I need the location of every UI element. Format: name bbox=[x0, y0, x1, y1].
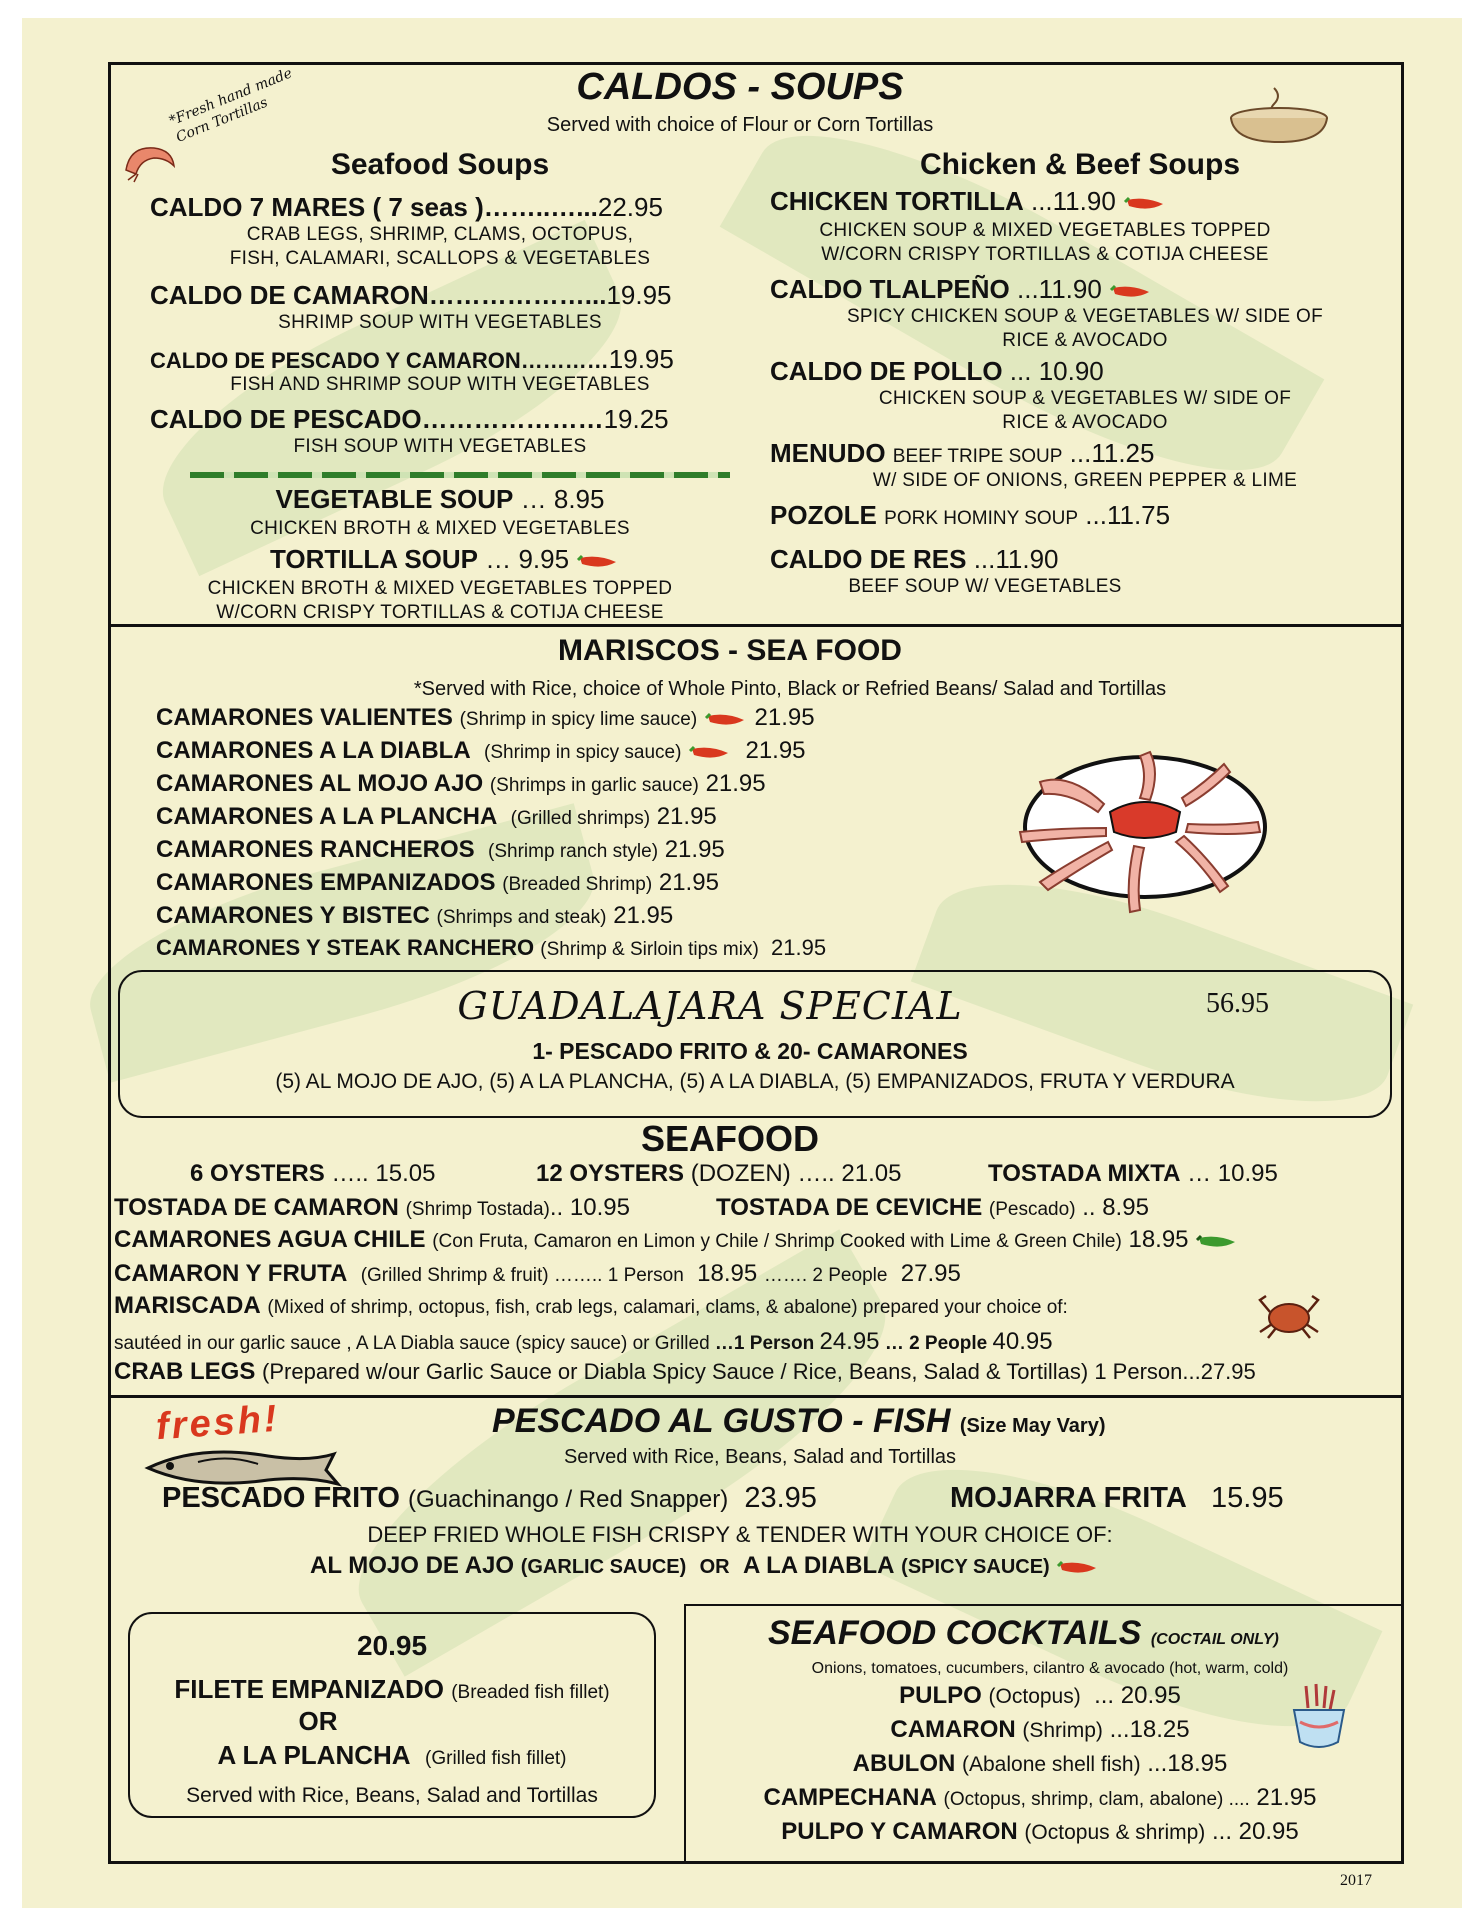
fresh-badge: fresh! bbox=[154, 1397, 281, 1449]
cocktail-item-pulpo: PULPO (Octopus) ... 20.95 bbox=[899, 1682, 1181, 1709]
item-description: SHRIMP SOUP WITH VEGETABLES bbox=[278, 312, 602, 333]
cocktails-title: SEAFOOD COCKTAILS (COCTAIL ONLY) bbox=[768, 1614, 1279, 1652]
special-line-1: 1- PESCADO FRITO & 20- CAMARONES bbox=[532, 1038, 968, 1064]
menu-item-caldo-de-pescado: CALDO DE PESCADO…………………19.25 bbox=[150, 404, 669, 434]
menu-item-6-oysters: 6 OYSTERS ….. 15.05 bbox=[190, 1160, 436, 1187]
menu-item-caldo-7-mares: CALDO 7 MARES ( 7 seas )……..…...22.95 bbox=[150, 192, 663, 222]
cocktails-subtitle: Onions, tomatoes, cucumbers, cilantro & avocado (hot, warm, cold) bbox=[811, 1660, 1289, 1677]
item-description: CHICKEN BROTH & MIXED VEGETABLES TOPPED bbox=[207, 578, 673, 599]
menu-item-vegetable-soup: VEGETABLE SOUP … 8.95 bbox=[275, 484, 605, 514]
menu-item-pescado-frito: PESCADO FRITO (Guachinango / Red Snapper) 23.95 bbox=[162, 1482, 817, 1514]
menu-item-tostada-de-camaron: TOSTADA DE CAMARON (Shrimp Tostada).. 10.95 bbox=[114, 1194, 630, 1221]
divider bbox=[108, 1395, 1404, 1398]
cocktail-glass-icon bbox=[1286, 1682, 1352, 1758]
chili-pepper-icon bbox=[1123, 194, 1167, 212]
soups-title: CALDOS - SOUPS bbox=[576, 66, 904, 108]
menu-item-mariscada: MARISCADA (Mixed of shrimp, octopus, fish, crab legs, calamari, clams, & abalone) prepared your choice of: bbox=[114, 1292, 1068, 1319]
menu-item-pozole: POZOLE PORK HOMINY SOUP ...11.75 bbox=[770, 500, 1171, 530]
chili-pepper-icon bbox=[688, 743, 732, 761]
chicken-beef-soups-heading: Chicken & Beef Soups bbox=[919, 148, 1241, 181]
mariscada-options: sautéed in our garlic sauce , A LA Diabla sauce (spicy sauce) or Grilled …1 Person 24.95 … 2 People 40.95 bbox=[114, 1328, 1053, 1355]
menu-item-camarones-a-la-plancha: CAMARONES A LA PLANCHA (Grilled shrimps) 21.95 bbox=[156, 803, 717, 830]
cocktail-list bbox=[700, 1682, 1380, 1852]
menu-item-crab-legs: CRAB LEGS (Prepared w/our Garlic Sauce or Diabla Spicy Sauce / Rice, Beans, Salad & Tortillas) 1 Person...27.95 bbox=[114, 1358, 1256, 1385]
menu-item-a-la-plancha: A LA PLANCHA (Grilled fish fillet) bbox=[217, 1740, 567, 1770]
menu-item-camarones-rancheros: CAMARONES RANCHEROS (Shrimp ranch style) 21.95 bbox=[156, 836, 725, 863]
menu-item-camarones-y-steak-ranchero: CAMARONES Y STEAK RANCHERO (Shrimp & Sirloin tips mix) 21.95 bbox=[156, 935, 827, 960]
item-description: CRAB LEGS, SHRIMP, CLAMS, OCTOPUS, bbox=[246, 224, 634, 245]
fish-title: PESCADO AL GUSTO - FISH (Size May Vary) bbox=[492, 1402, 1106, 1440]
menu-item-caldo-de-res: CALDO DE RES ...11.90 bbox=[770, 544, 1059, 574]
green-chili-icon bbox=[1195, 1232, 1239, 1250]
item-description: FISH AND SHRIMP SOUP WITH VEGETABLES bbox=[230, 374, 650, 395]
menu-item-tostada-mixta: TOSTADA MIXTA … 10.95 bbox=[988, 1160, 1278, 1187]
item-description: BEEF SOUP W/ VEGETABLES bbox=[848, 576, 1122, 597]
divider bbox=[108, 624, 1404, 627]
mariscos-list bbox=[156, 704, 826, 968]
menu-item-mojarra-frita: MOJARRA FRITA 15.95 bbox=[950, 1482, 1284, 1514]
menu-item-caldo-de-pollo: CALDO DE POLLO ... 10.90 bbox=[770, 356, 1104, 386]
menu-item-filete-empanizado: FILETE EMPANIZADO (Breaded fish fillet) bbox=[174, 1674, 610, 1704]
fish-choice-line: DEEP FRIED WHOLE FISH CRISPY & TENDER WITH YOUR CHOICE OF: bbox=[367, 1522, 1113, 1547]
item-description: FISH SOUP WITH VEGETABLES bbox=[293, 436, 587, 457]
seafood-title: SEAFOOD bbox=[640, 1118, 819, 1159]
special-line-2: (5) AL MOJO DE AJO, (5) A LA PLANCHA, (5) A LA DIABLA, (5) EMPANIZADOS, FRUTA Y VERDURA bbox=[275, 1070, 1235, 1093]
special-price: 56.95 bbox=[1206, 988, 1269, 1019]
chili-pepper-icon bbox=[1056, 1558, 1100, 1576]
menu-item-camarones-a-la-diabla: CAMARONES A LA DIABLA (Shrimp in spicy sauce) 21.95 bbox=[156, 737, 806, 764]
item-description: CHICKEN SOUP & MIXED VEGETABLES TOPPED bbox=[819, 220, 1271, 241]
menu-item-12-oysters: 12 OYSTERS (DOZEN) ….. 21.05 bbox=[536, 1160, 902, 1187]
item-description: RICE & AVOCADO bbox=[1002, 330, 1168, 351]
menu-item-tostada-de-ceviche: TOSTADA DE CEVICHE (Pescado) .. 8.95 bbox=[716, 1194, 1149, 1221]
menu-item-caldo-de-camaron: CALDO DE CAMARON………………...19.95 bbox=[150, 280, 672, 310]
menu-item-caldo-pescado-camaron: CALDO DE PESCADO Y CAMARON…………19.95 bbox=[150, 344, 674, 374]
green-divider bbox=[190, 472, 730, 478]
soup-bowl-icon bbox=[1224, 86, 1334, 146]
chili-pepper-icon bbox=[576, 552, 620, 570]
item-description: W/ SIDE OF ONIONS, GREEN PEPPER & LIME bbox=[872, 470, 1298, 491]
menu-item-camarones-empanizados: CAMARONES EMPANIZADOS (Breaded Shrimp) 21.95 bbox=[156, 869, 719, 896]
item-description: CHICKEN SOUP & VEGETABLES W/ SIDE OF bbox=[878, 388, 1292, 409]
menu-item-menudo: MENUDO BEEF TRIPE SOUP ...11.25 bbox=[770, 438, 1155, 468]
crab-icon bbox=[1254, 1286, 1324, 1342]
mariscos-title: MARISCOS - SEA FOOD bbox=[558, 634, 902, 667]
menu-item-agua-chile: CAMARONES AGUA CHILE (Con Fruta, Camaron en Limon y Chile / Shrimp Cooked with Lime & Green Chile) 18.95 bbox=[114, 1226, 1239, 1254]
menu-item-chicken-tortilla: CHICKEN TORTILLA ...11.90 bbox=[770, 186, 1167, 217]
chili-pepper-icon bbox=[704, 710, 748, 728]
item-description: SPICY CHICKEN SOUP & VEGETABLES W/ SIDE OF bbox=[846, 306, 1324, 327]
fish-subtitle: Served with Rice, Beans, Salad and Tortillas bbox=[563, 1446, 957, 1468]
fresh-tortillas-note: *Fresh hand made Corn Tortillas bbox=[167, 65, 295, 146]
year-label: 2017 bbox=[1340, 1872, 1372, 1889]
item-description: W/CORN CRISPY TORTILLAS & COTIJA CHEESE bbox=[821, 244, 1269, 265]
mariscos-subtitle: *Served with Rice, choice of Whole Pinto, Black or Refried Beans/ Salad and Tortillas bbox=[413, 678, 1167, 700]
item-description: W/CORN CRISPY TORTILLAS & COTIJA CHEESE bbox=[216, 602, 664, 623]
menu-item-camaron-y-fruta: CAMARON Y FRUTA (Grilled Shrimp & fruit) …….. 1 Person 18.95 ……. 2 People 27.95 bbox=[114, 1260, 961, 1287]
cocktail-item-pulpo-y-camaron: PULPO Y CAMARON (Octopus & shrimp) ... 20.95 bbox=[781, 1818, 1299, 1845]
item-description: CHICKEN BROTH & MIXED VEGETABLES bbox=[250, 518, 630, 539]
shrimp-icon bbox=[120, 140, 180, 184]
seafood-soups-heading: Seafood Soups bbox=[330, 148, 550, 181]
cocktail-item-camaron: CAMARON (Shrimp) ...18.25 bbox=[890, 1716, 1190, 1743]
item-description: RICE & AVOCADO bbox=[1002, 412, 1168, 433]
menu-item-camarones-al-mojo-ajo: CAMARONES AL MOJO AJO (Shrimps in garlic sauce) 21.95 bbox=[156, 770, 766, 797]
menu-item-camarones-y-bistec: CAMARONES Y BISTEC (Shrimps and steak) 21.95 bbox=[156, 902, 674, 929]
filete-served-note: Served with Rice, Beans, Salad and Tortillas bbox=[186, 1784, 598, 1807]
fish-options: AL MOJO DE AJO (GARLIC SAUCE) OR A LA DIABLA (SPICY SAUCE) bbox=[310, 1552, 1100, 1580]
filete-or: OR bbox=[298, 1706, 338, 1736]
special-title: GUADALAJARA SPECIAL bbox=[457, 984, 963, 1028]
filete-price: 20.95 bbox=[356, 1630, 428, 1661]
soups-subtitle: Served with choice of Flour or Corn Tortillas bbox=[546, 114, 934, 136]
menu-item-camarones-valientes: CAMARONES VALIENTES (Shrimp in spicy lime sauce) 21.95 bbox=[156, 704, 815, 731]
item-description: FISH, CALAMARI, SCALLOPS & VEGETABLES bbox=[229, 248, 651, 269]
shrimp-platter-illustration bbox=[1000, 732, 1290, 922]
cocktail-item-abulon: ABULON (Abalone shell fish) ...18.95 bbox=[852, 1750, 1228, 1777]
menu-item-tortilla-soup: TORTILLA SOUP … 9.95 bbox=[270, 544, 620, 575]
cocktail-item-campechana: CAMPECHANA (Octopus, shrimp, clam, abalone) .... 21.95 bbox=[763, 1784, 1317, 1811]
chili-pepper-icon bbox=[1109, 282, 1153, 300]
menu-item-caldo-tlalpeno: CALDO TLALPEÑO ...11.90 bbox=[770, 274, 1153, 305]
